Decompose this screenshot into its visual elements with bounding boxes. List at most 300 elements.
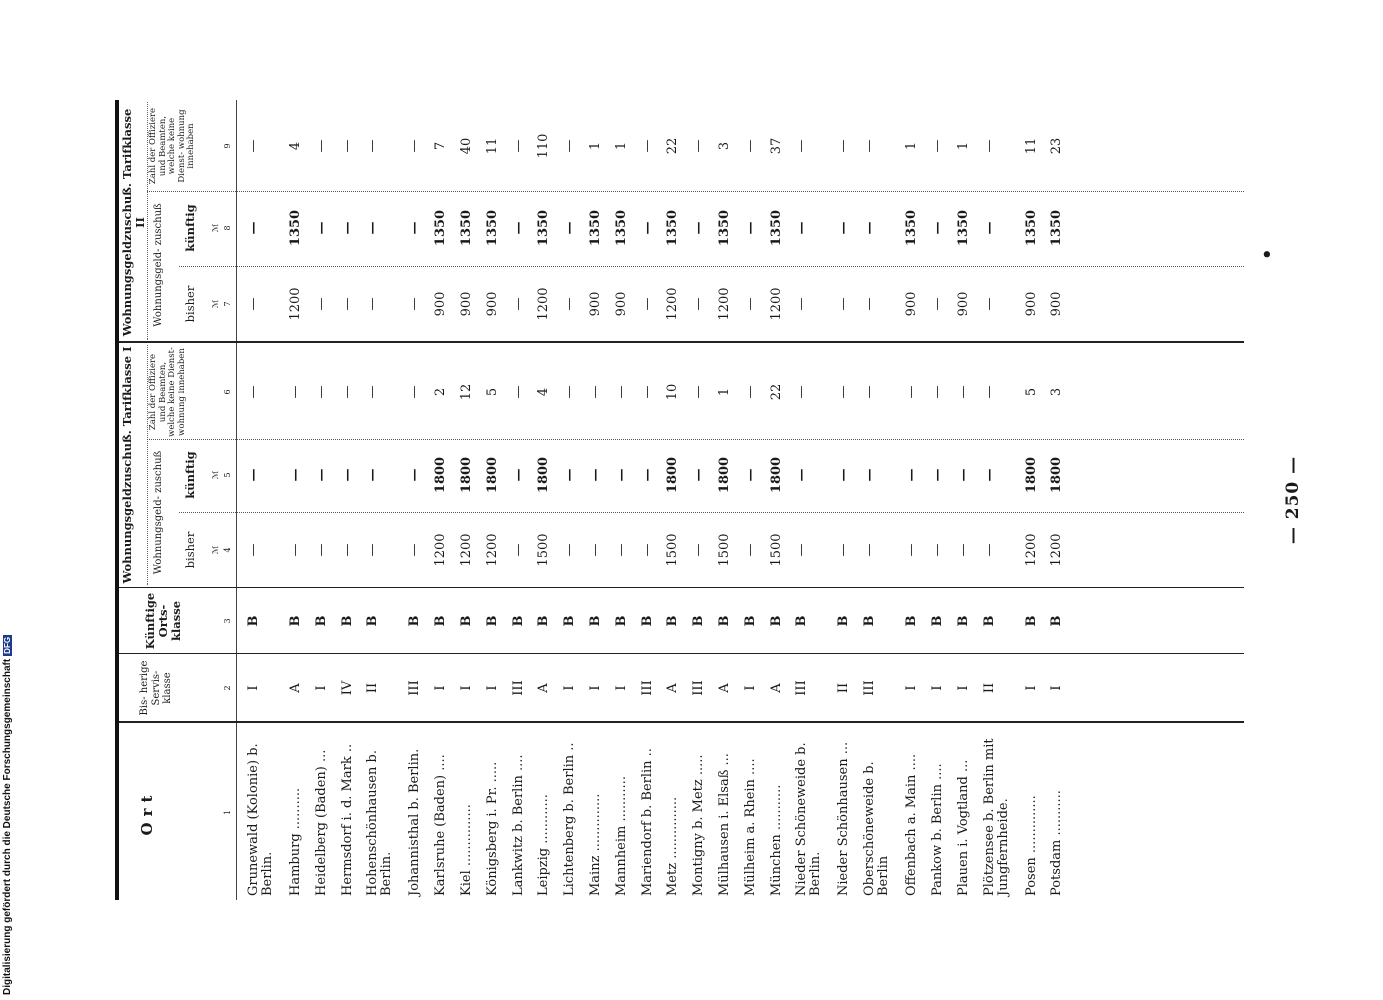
cell-c6: 1 <box>717 387 732 397</box>
cell-c7: — <box>510 297 526 311</box>
cell-c4: 1200 <box>1049 533 1065 567</box>
colnum-2: 2 <box>223 685 232 691</box>
cell-c5: — <box>313 468 329 482</box>
cell-c6: — <box>365 385 381 399</box>
cell-bs: IV <box>339 680 355 696</box>
cell-c5: 1800 <box>717 456 732 494</box>
col-rule-1 <box>119 721 1244 723</box>
mark-5: ℳ <box>211 470 220 480</box>
subheader-rule-1 <box>147 345 148 585</box>
cell-c7: 900 <box>613 291 629 317</box>
cell-c7: — <box>639 297 655 311</box>
header-bisher-1: bisher <box>183 531 197 569</box>
cell-c5: — <box>365 468 381 482</box>
cell-c6: — <box>639 385 655 399</box>
cell-ko: B <box>484 615 500 627</box>
cell-bs: I <box>1049 685 1065 691</box>
header-kuenftig-2: künftig <box>183 204 197 252</box>
cell-c7: 1200 <box>717 287 732 321</box>
cell-c6: — <box>930 385 945 399</box>
cell-c8: 1350 <box>613 209 629 247</box>
cell-c9: — <box>562 139 578 153</box>
cell-c9: 11 <box>1023 137 1039 155</box>
cell-ko: B <box>981 615 997 627</box>
cell-bs: III <box>510 680 526 696</box>
cell-c6: 2 <box>433 387 449 397</box>
cell-c9: 40 <box>459 137 474 155</box>
cell-bs: I <box>433 685 449 691</box>
cell-bs: A <box>768 683 784 693</box>
place-name: Offenbach a. Main .... <box>904 753 920 896</box>
place-name: Mariendorf b. Berlin .. <box>639 748 655 896</box>
cell-c6: — <box>313 385 329 399</box>
cell-c6: 22 <box>768 383 784 401</box>
cell-c5: — <box>613 468 629 482</box>
cell-c8: 1350 <box>1023 209 1039 247</box>
cell-c8: — <box>639 221 655 235</box>
cell-c7: — <box>339 297 355 311</box>
colnum-1: 1 <box>223 809 232 816</box>
cell-c7: 900 <box>955 291 971 317</box>
cell-c7: 900 <box>1049 291 1065 317</box>
cell-c7: 900 <box>484 291 500 317</box>
cell-c6: 10 <box>665 383 681 401</box>
cell-ko: B <box>742 615 758 627</box>
place-name: Leipzig ............ <box>536 794 552 896</box>
cell-ko: B <box>768 615 784 627</box>
col-rule-7 <box>179 266 1244 267</box>
cell-c9: 1 <box>955 141 971 151</box>
cell-ko: B <box>904 615 920 627</box>
cell-bs: III <box>691 680 707 696</box>
cell-c4: 1500 <box>768 533 784 567</box>
place-name: Nieder Schönhausen ... <box>836 741 852 896</box>
cell-c5: 1800 <box>484 456 500 494</box>
cell-c4: — <box>639 543 655 557</box>
cell-ko: B <box>433 615 449 627</box>
cell-c8: — <box>313 221 329 235</box>
cell-c4: 1500 <box>717 533 732 567</box>
cell-c6: — <box>510 385 526 399</box>
cell-bs: II <box>836 682 852 694</box>
cell-c4: — <box>955 543 971 557</box>
cell-c4: — <box>691 543 707 557</box>
cell-c8: — <box>510 221 526 235</box>
cell-ko: B <box>510 615 526 627</box>
cell-bs: I <box>742 685 758 691</box>
cell-c6: — <box>288 385 303 399</box>
cell-c4: — <box>862 543 878 557</box>
cell-c8: — <box>339 221 355 235</box>
cell-c7: 1200 <box>768 287 784 321</box>
cell-c9: — <box>510 139 526 153</box>
ink-dot: • <box>1257 248 1278 260</box>
cell-c9: — <box>639 139 655 153</box>
place-name: Plötzensee b. Berlin mit Jungfernheide. <box>981 738 1011 896</box>
cell-ko: B <box>1023 615 1039 627</box>
cell-c5: 1800 <box>459 456 474 494</box>
cell-c6: — <box>955 385 971 399</box>
cell-c4: 1200 <box>1023 533 1039 567</box>
cell-c7: 1200 <box>288 287 303 321</box>
cell-c6: — <box>862 385 878 399</box>
cell-c6: — <box>246 385 261 399</box>
cell-ko: B <box>930 615 945 627</box>
place-name: Heidelberg (Baden) ... <box>313 749 329 896</box>
cell-c5: — <box>955 468 971 482</box>
cell-c8: — <box>246 221 261 235</box>
cell-c4: — <box>930 543 945 557</box>
cell-c6: 5 <box>1023 387 1039 397</box>
cell-c8: 1350 <box>1049 209 1065 247</box>
header-wgz-2: Wohnungsgeld- zuschuß <box>153 203 164 327</box>
cell-bs: I <box>588 685 603 691</box>
cell-c8: — <box>742 221 758 235</box>
cell-ko: B <box>794 615 810 627</box>
cell-c9: — <box>930 139 945 153</box>
cell-c7: 900 <box>459 291 474 317</box>
cell-c4: — <box>613 543 629 557</box>
cell-c6: — <box>613 385 629 399</box>
cell-c4: — <box>904 543 920 557</box>
cell-ko: B <box>588 615 603 627</box>
cell-c8: — <box>562 221 578 235</box>
cell-c7: — <box>691 297 707 311</box>
cell-bs: A <box>717 683 732 693</box>
place-name: Nieder Schöneweide b. Berlin. <box>794 742 824 896</box>
cell-bs: A <box>536 683 552 693</box>
cell-ko: B <box>562 615 578 627</box>
cell-c9: 1 <box>904 141 920 151</box>
cell-c8: 1350 <box>768 209 784 247</box>
cell-c5: 1800 <box>768 456 784 494</box>
cell-c5: 1800 <box>1023 456 1039 494</box>
cell-c9: — <box>691 139 707 153</box>
cell-c4: — <box>339 543 355 557</box>
cell-c8: — <box>981 221 997 235</box>
header-tarifklasse-2: Wohnungsgeldzuschuß. Tarifklasse II <box>120 108 147 337</box>
header-wgz-1: Wohnungsgeld- zuschuß <box>153 450 164 575</box>
cell-c6: — <box>588 385 603 399</box>
cell-c9: — <box>981 139 997 153</box>
cell-ko: B <box>862 615 878 627</box>
cell-ko: B <box>536 615 552 627</box>
cell-c8: — <box>691 221 707 235</box>
cell-c9: — <box>862 139 878 153</box>
cell-c7: — <box>407 297 423 311</box>
cell-c7: — <box>562 297 578 311</box>
cell-c7: — <box>930 297 945 311</box>
cell-c9: 22 <box>665 137 681 155</box>
cell-bs: I <box>562 685 578 691</box>
col-rule-4 <box>179 512 1244 513</box>
cell-c5: — <box>836 468 852 482</box>
cell-c6: 4 <box>536 387 552 397</box>
place-name: Lichtenberg b. Berlin .. <box>562 742 578 896</box>
cell-c6: — <box>904 385 920 399</box>
place-name: Mannheim ........... <box>613 776 629 896</box>
cell-c4: 1500 <box>536 533 552 567</box>
cell-c9: — <box>836 139 852 153</box>
place-name: Kiel ............... <box>459 804 474 896</box>
cell-bs: I <box>930 685 945 691</box>
cell-c4: — <box>313 543 329 557</box>
cell-ko: B <box>613 615 629 627</box>
col-rule-3 <box>119 587 1244 588</box>
header-rule <box>236 100 237 900</box>
cell-c7: — <box>313 297 329 311</box>
cell-c9: — <box>246 139 261 153</box>
cell-c9: — <box>339 139 355 153</box>
cell-c5: — <box>639 468 655 482</box>
cell-c8: 1350 <box>288 209 303 247</box>
header-ort: Ort <box>138 789 156 836</box>
cell-c7: 900 <box>904 291 920 317</box>
cell-c5: — <box>904 468 920 482</box>
cell-ko: B <box>365 615 381 627</box>
cell-c5: — <box>588 468 603 482</box>
cell-c5: — <box>691 468 707 482</box>
place-name: Lankwitz b. Berlin .... <box>510 754 526 896</box>
cell-bs: III <box>639 680 655 696</box>
cell-bs: III <box>794 680 810 696</box>
mark-7: ℳ <box>211 299 220 309</box>
cell-c7: — <box>981 297 997 311</box>
cell-bs: I <box>1023 685 1039 691</box>
header-zahl-1: Zahl der Offiziere und Beamten, welche keine Dienst- wohnung innehaben <box>148 347 187 437</box>
cell-c7: — <box>862 297 878 311</box>
cell-c7: — <box>794 297 810 311</box>
cell-bs: I <box>904 685 920 691</box>
footer <box>0 0 18 1000</box>
cell-c9: 110 <box>536 133 552 159</box>
cell-c7: 900 <box>588 291 603 317</box>
cell-c9: — <box>365 139 381 153</box>
cell-ko: B <box>407 615 423 627</box>
colnum-4: 4 <box>223 547 232 553</box>
cell-c5: 1800 <box>1049 456 1065 494</box>
cell-c6: — <box>339 385 355 399</box>
footer-text: Digitalisierung gefördert durch die Deutsche Forschungsgemeinschaft <box>2 658 13 995</box>
cell-c4: — <box>588 543 603 557</box>
place-name: Johannisthal b. Berlin. <box>407 748 423 896</box>
cell-ko: B <box>459 615 474 627</box>
cell-c7: — <box>836 297 852 311</box>
mark-8: ℳ <box>211 223 220 233</box>
cell-c9: 11 <box>484 137 500 155</box>
cell-c5: — <box>339 468 355 482</box>
cell-c4: — <box>510 543 526 557</box>
cell-c8: — <box>407 221 423 235</box>
cell-ko: B <box>246 615 261 627</box>
cell-ko: B <box>639 615 655 627</box>
col-rule-2 <box>119 653 1244 654</box>
cell-c4: — <box>981 543 997 557</box>
cell-ko: B <box>836 615 852 627</box>
cell-c4: — <box>742 543 758 557</box>
cell-c9: — <box>742 139 758 153</box>
cell-c8: 1350 <box>588 209 603 247</box>
cell-c9: 1 <box>588 141 603 151</box>
cell-c9: — <box>794 139 810 153</box>
cell-bs: I <box>484 685 500 691</box>
cell-c8: 1350 <box>536 209 552 247</box>
cell-c5: — <box>562 468 578 482</box>
cell-bs: I <box>246 685 261 691</box>
cell-c4: — <box>562 543 578 557</box>
cell-c4: — <box>836 543 852 557</box>
cell-bs: III <box>862 680 878 696</box>
cell-c7: 1200 <box>665 287 681 321</box>
place-name: Hamburg .......... <box>288 787 303 896</box>
cell-c5: — <box>862 468 878 482</box>
cell-c5: — <box>246 468 261 482</box>
place-name: München ........... <box>768 784 784 896</box>
cell-c4: 1500 <box>665 533 681 567</box>
cell-c5: 1800 <box>665 456 681 494</box>
cell-c4: — <box>365 543 381 557</box>
cell-c4: 1200 <box>459 533 474 567</box>
colnum-9: 9 <box>223 143 232 149</box>
cell-c8: 1350 <box>665 209 681 247</box>
colnum-7: 7 <box>223 301 232 307</box>
cell-c5: 1800 <box>536 456 552 494</box>
cell-bs: I <box>613 685 629 691</box>
cell-c6: — <box>742 385 758 399</box>
cell-c4: — <box>794 543 810 557</box>
cell-c7: 900 <box>433 291 449 317</box>
cell-c6: — <box>836 385 852 399</box>
mark-4: ℳ <box>211 545 220 555</box>
cell-bs: I <box>459 685 474 691</box>
place-name: Hermsdorf i. d. Mark .. <box>339 743 355 896</box>
cell-c6: — <box>407 385 423 399</box>
cell-c4: 1200 <box>433 533 449 567</box>
cell-c5: — <box>930 468 945 482</box>
colnum-5: 5 <box>223 472 232 478</box>
cell-c7: — <box>365 297 381 311</box>
place-name: Plauen i. Vogtland ... <box>955 759 971 896</box>
header-kuenftige-ortsklasse: Künftige Orts- klasse <box>143 592 183 650</box>
cell-ko: B <box>288 615 303 627</box>
cell-c8: 1350 <box>459 209 474 247</box>
cell-ko: B <box>1049 615 1065 627</box>
place-name: Posen .............. <box>1023 795 1039 896</box>
cell-bs: I <box>313 685 329 691</box>
cell-ko: B <box>717 615 732 627</box>
cell-bs: III <box>407 680 423 696</box>
place-name: Karlsruhe (Baden) .... <box>433 754 449 896</box>
place-name: Montigny b. Metz ..... <box>691 754 707 896</box>
cell-bs: I <box>955 685 971 691</box>
cell-c6: — <box>981 385 997 399</box>
cell-c6: — <box>794 385 810 399</box>
header-bisher-2: bisher <box>183 285 197 323</box>
cell-c9: 23 <box>1049 137 1065 155</box>
cell-c7: — <box>742 297 758 311</box>
tariff-table <box>115 100 1244 900</box>
cell-c5: — <box>981 468 997 482</box>
place-name: Hohenschönhausen b. Berlin. <box>365 750 395 896</box>
cell-c8: — <box>836 221 852 235</box>
cell-c4: — <box>246 543 261 557</box>
cell-c6: 3 <box>1049 387 1065 397</box>
cell-c7: 1200 <box>536 287 552 321</box>
cell-c9: 1 <box>613 141 629 151</box>
cell-c5: — <box>742 468 758 482</box>
page-number: — 250 — <box>1283 455 1303 545</box>
cell-c6: — <box>691 385 707 399</box>
col-rule-6 <box>119 341 1244 343</box>
cell-ko: B <box>665 615 681 627</box>
header-zahl-2: Zahl der Offiziere und Beamten, welche keine Dienst- wohnung innehaben <box>148 107 196 185</box>
place-name: Mülheim a. Rhein .... <box>742 758 758 896</box>
cell-c9: 3 <box>717 141 732 151</box>
colnum-3: 3 <box>223 618 232 624</box>
cell-ko: B <box>313 615 329 627</box>
cell-c6: — <box>562 385 578 399</box>
cell-c9: — <box>407 139 423 153</box>
cell-c7: 900 <box>1023 291 1039 317</box>
cell-c5: 1800 <box>433 456 449 494</box>
cell-c9: 37 <box>768 137 784 155</box>
cell-c4: 1200 <box>484 533 500 567</box>
cell-c5: — <box>407 468 423 482</box>
cell-c9: — <box>313 139 329 153</box>
cell-bs: A <box>665 683 681 693</box>
cell-c4: — <box>288 543 303 557</box>
cell-c8: 1350 <box>433 209 449 247</box>
cell-c8: 1350 <box>904 209 920 247</box>
cell-c5: — <box>510 468 526 482</box>
cell-c9: 4 <box>288 141 303 151</box>
dfg-logo: DFG <box>3 636 12 654</box>
place-name: Mainz .............. <box>588 793 603 896</box>
cell-c5: — <box>288 468 303 482</box>
cell-ko: B <box>955 615 971 627</box>
cell-c9: 7 <box>433 141 449 151</box>
place-name: Oberschöneweide b. Berlin <box>862 761 892 896</box>
subheader-rule-2 <box>147 102 148 340</box>
cell-c6: 5 <box>484 387 500 397</box>
header-bisherige-servisklasse: Bis- herige Servis- klasse <box>139 660 173 716</box>
cell-c7: — <box>246 297 261 311</box>
colnum-8: 8 <box>223 225 232 231</box>
place-name: Metz ............... <box>665 796 681 896</box>
cell-c8: 1350 <box>717 209 732 247</box>
place-name: Mülhausen i. Elsaß ... <box>717 753 732 896</box>
cell-c5: — <box>794 468 810 482</box>
cell-c6: 12 <box>459 383 474 401</box>
cell-bs: II <box>981 682 997 694</box>
cell-bs: II <box>365 682 381 694</box>
cell-c8: — <box>862 221 878 235</box>
cell-c4: — <box>407 543 423 557</box>
colnum-6: 6 <box>223 389 232 395</box>
cell-c8: — <box>930 221 945 235</box>
cell-c8: — <box>794 221 810 235</box>
cell-c8: 1350 <box>955 209 971 247</box>
cell-bs: A <box>288 683 303 693</box>
header-kuenftig-1: künftig <box>183 451 197 499</box>
header-tarifklasse-1: Wohnungsgeldzuschuß. Tarifklasse I <box>120 346 134 584</box>
cell-ko: B <box>691 615 707 627</box>
place-name: Königsberg i. Pr. ..... <box>484 761 500 896</box>
cell-ko: B <box>339 615 355 627</box>
place-name: Pankow b. Berlin .... <box>930 763 945 896</box>
place-name: Grunewald (Kolonie) b. Berlin. <box>246 743 275 896</box>
cell-c8: — <box>365 221 381 235</box>
